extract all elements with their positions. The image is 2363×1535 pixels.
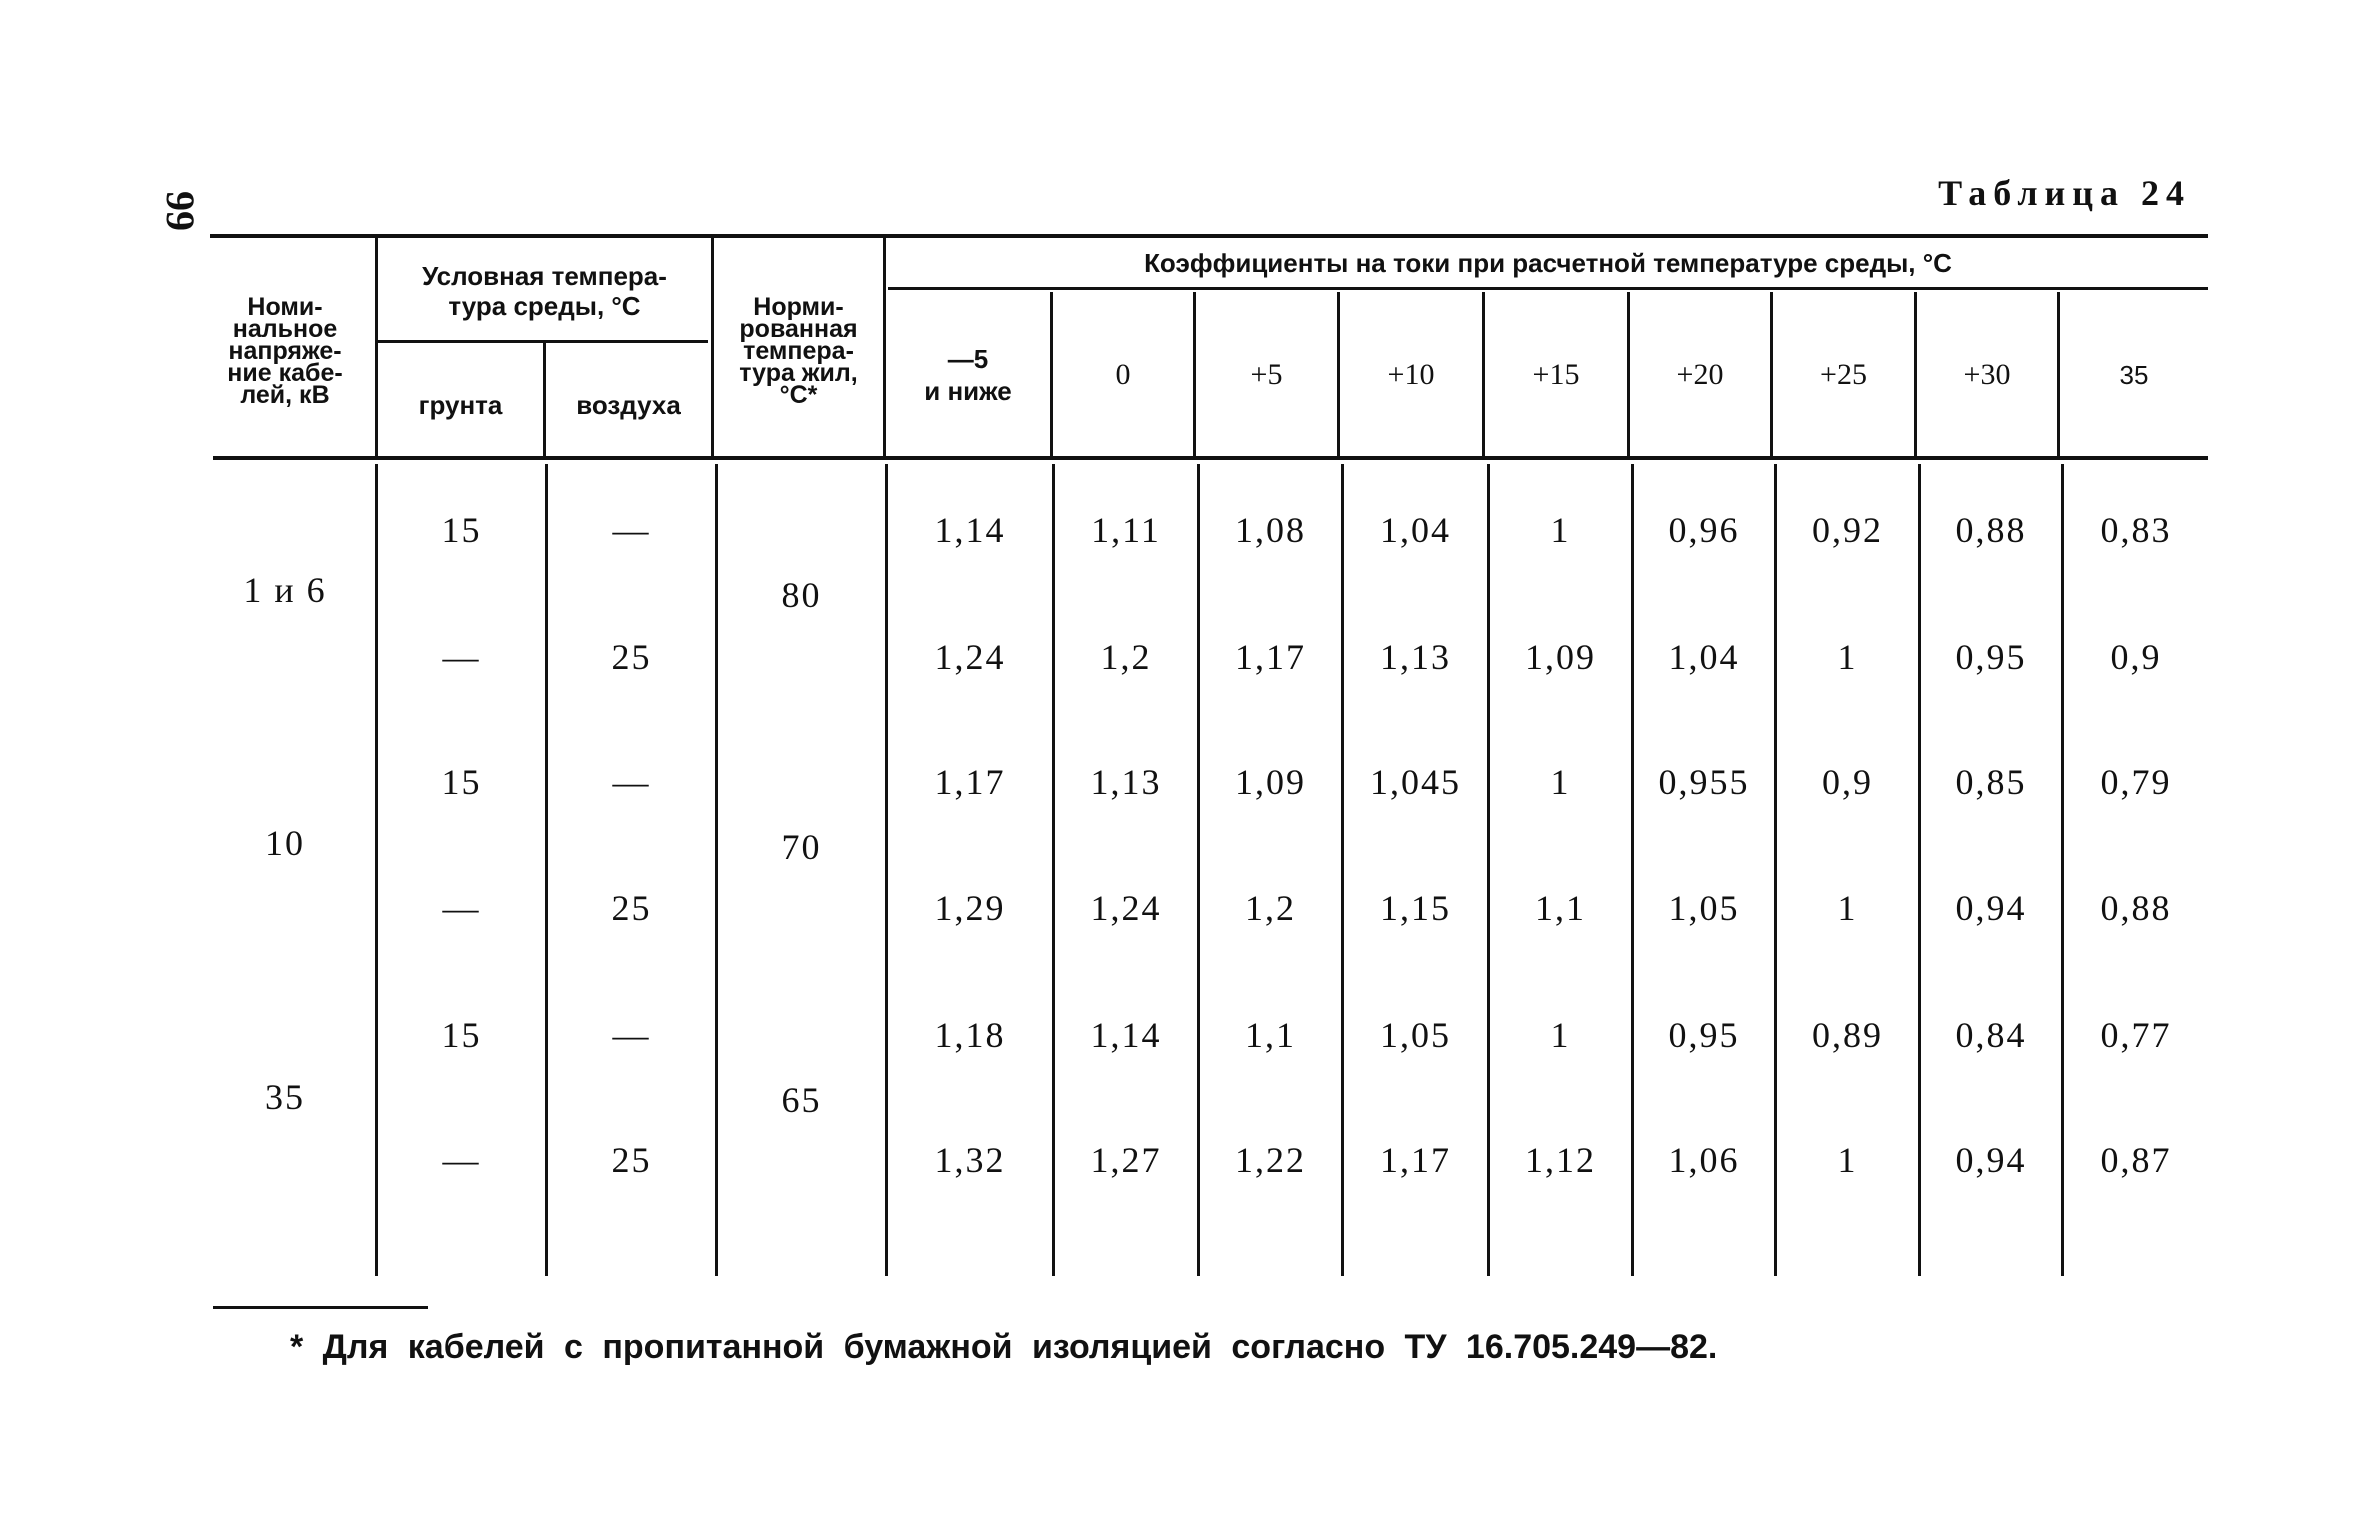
coefficients-header-rule [888,287,2208,290]
coefficient-cell: 1 [1550,1015,1571,1055]
coefficient-cell: 0,89 [1812,1015,1883,1055]
coefficient-cell: 1,2 [1100,637,1152,677]
soil-temp-cell: — [442,637,481,677]
temp-column-header: +25 [1820,358,1867,391]
coefficient-cell: 0,88 [1955,510,2027,550]
temp-column-header: +10 [1387,358,1435,391]
coefficient-cell: 1,05 [1380,1015,1451,1055]
air-temp-cell: — [612,762,651,802]
coefficient-cell: 1 [1550,762,1571,802]
coefficients-header: Коэффициенты на токи при расчетной температуре среды, °С [1144,247,1952,278]
coefficient-cell: 0,96 [1668,510,1740,550]
coefficient-cell: 0,95 [1955,637,2027,677]
group-voltage: 10 [265,823,305,863]
coefficient-cell: 0,87 [2100,1140,2172,1180]
coefficient-cell: 1,27 [1090,1140,1162,1180]
soil-temp-cell: 15 [441,1015,482,1055]
temp-column-header: +15 [1532,358,1580,391]
coefficient-cell: 1,09 [1525,637,1596,677]
coefficient-cell: 1,045 [1370,762,1461,802]
coefficient-cell: 1,17 [934,762,1006,802]
footnote: * Для кабелей с пропитанной бумажной изоляцией согласно ТУ 16.705.249—82. [290,1328,1718,1366]
coefficient-cell: 1,15 [1380,888,1451,928]
coefficient-cell: 1,2 [1245,888,1296,928]
table-caption: Таблица 24 [1938,173,2191,213]
coefficient-cell: 0,79 [2100,762,2172,802]
group-normalized-temp: 80 [781,575,822,615]
coefficient-cell: 1,09 [1235,762,1306,802]
coefficient-cell: 1,04 [1668,637,1740,677]
coefficient-cell: 1,14 [1090,1015,1162,1055]
soil-temp-cell: 15 [441,510,482,550]
coefficient-cell: 1,04 [1380,510,1451,550]
coefficient-cell: 1,22 [1235,1140,1306,1180]
coefficient-cell: 1,06 [1668,1140,1740,1180]
soil-temp-cell: — [442,1140,481,1180]
coefficient-cell: 1,1 [1245,1015,1296,1055]
coefficient-cell: 0,9 [1822,762,1873,802]
coefficient-cell: 0,85 [1955,762,2027,802]
coefficient-cell: 1 [1550,510,1571,550]
air-temp-cell: — [612,1015,651,1055]
temp-column-header: 35 [2119,359,2149,390]
coefficient-cell: 0,84 [1955,1015,2027,1055]
coefficient-cell: 0,9 [2110,637,2162,677]
air-header: воздуха [576,390,681,420]
group-normalized-temp: 65 [781,1080,822,1120]
coefficient-cell: 1,29 [934,888,1006,928]
temp-column-header: 0 [1115,358,1131,391]
table-top-rule [210,234,2208,238]
coefficient-cell: 0,88 [2100,888,2172,928]
soil-temp-cell: — [442,888,481,928]
coefficient-cell: 1 [1837,888,1858,928]
air-temp-cell: 25 [611,1140,652,1180]
coefficient-cell: 0,92 [1812,510,1883,550]
footnote-rule [213,1306,428,1309]
soil-temp-cell: 15 [441,762,482,802]
coefficient-cell: 1,14 [934,510,1006,550]
voltage-header: Номи- нальное напряже- ние кабе- лей, кВ [227,293,343,409]
coefficient-cell: 1,24 [934,637,1006,677]
temp-column-header: +30 [1963,358,2011,391]
coefficient-cell: 1,32 [934,1140,1006,1180]
coefficient-cell: 1,18 [934,1015,1006,1055]
coefficient-cell: 0,94 [1955,888,2027,928]
group-voltage: 35 [265,1077,305,1117]
coefficient-cell: 0,94 [1955,1140,2027,1180]
coefficient-cell: 0,77 [2100,1015,2172,1055]
coefficient-cell: 1,13 [1090,762,1162,802]
coefficient-cell: 0,83 [2100,510,2172,550]
normalized-temp-header: Норми- рованная темпера- тура жил, °С* [739,293,858,409]
temp-column-header: +20 [1676,358,1724,391]
coefficient-cell: 1,13 [1380,637,1451,677]
coefficient-cell: 1 [1837,1140,1858,1180]
header-bottom-rule [213,456,2208,460]
coefficient-cell: 1,05 [1668,888,1740,928]
coefficient-cell: 1,08 [1235,510,1306,550]
temp-column-header: —5 и ниже [924,344,1012,406]
coefficient-cell: 1 [1837,637,1858,677]
coefficient-cell: 1,12 [1525,1140,1596,1180]
group-normalized-temp: 70 [781,827,822,867]
coefficient-cell: 1,1 [1535,888,1586,928]
coefficient-cell: 1,17 [1235,637,1306,677]
coefficient-cell: 0,95 [1668,1015,1740,1055]
soil-header: грунта [418,390,503,420]
page-number: 99 [158,191,203,231]
coefficient-cell: 1,11 [1091,510,1161,550]
conditional-temp-header: Условная темпера- тура среды, °С [422,261,667,321]
air-temp-cell: — [612,510,651,550]
coefficient-cell: 1,24 [1090,888,1162,928]
coefficient-cell: 1,17 [1380,1140,1451,1180]
coefficient-cell: 0,955 [1658,762,1750,802]
air-temp-cell: 25 [611,637,652,677]
temp-column-header: +5 [1250,358,1283,391]
group-voltage: 1 и 6 [243,570,327,610]
air-temp-cell: 25 [611,888,652,928]
